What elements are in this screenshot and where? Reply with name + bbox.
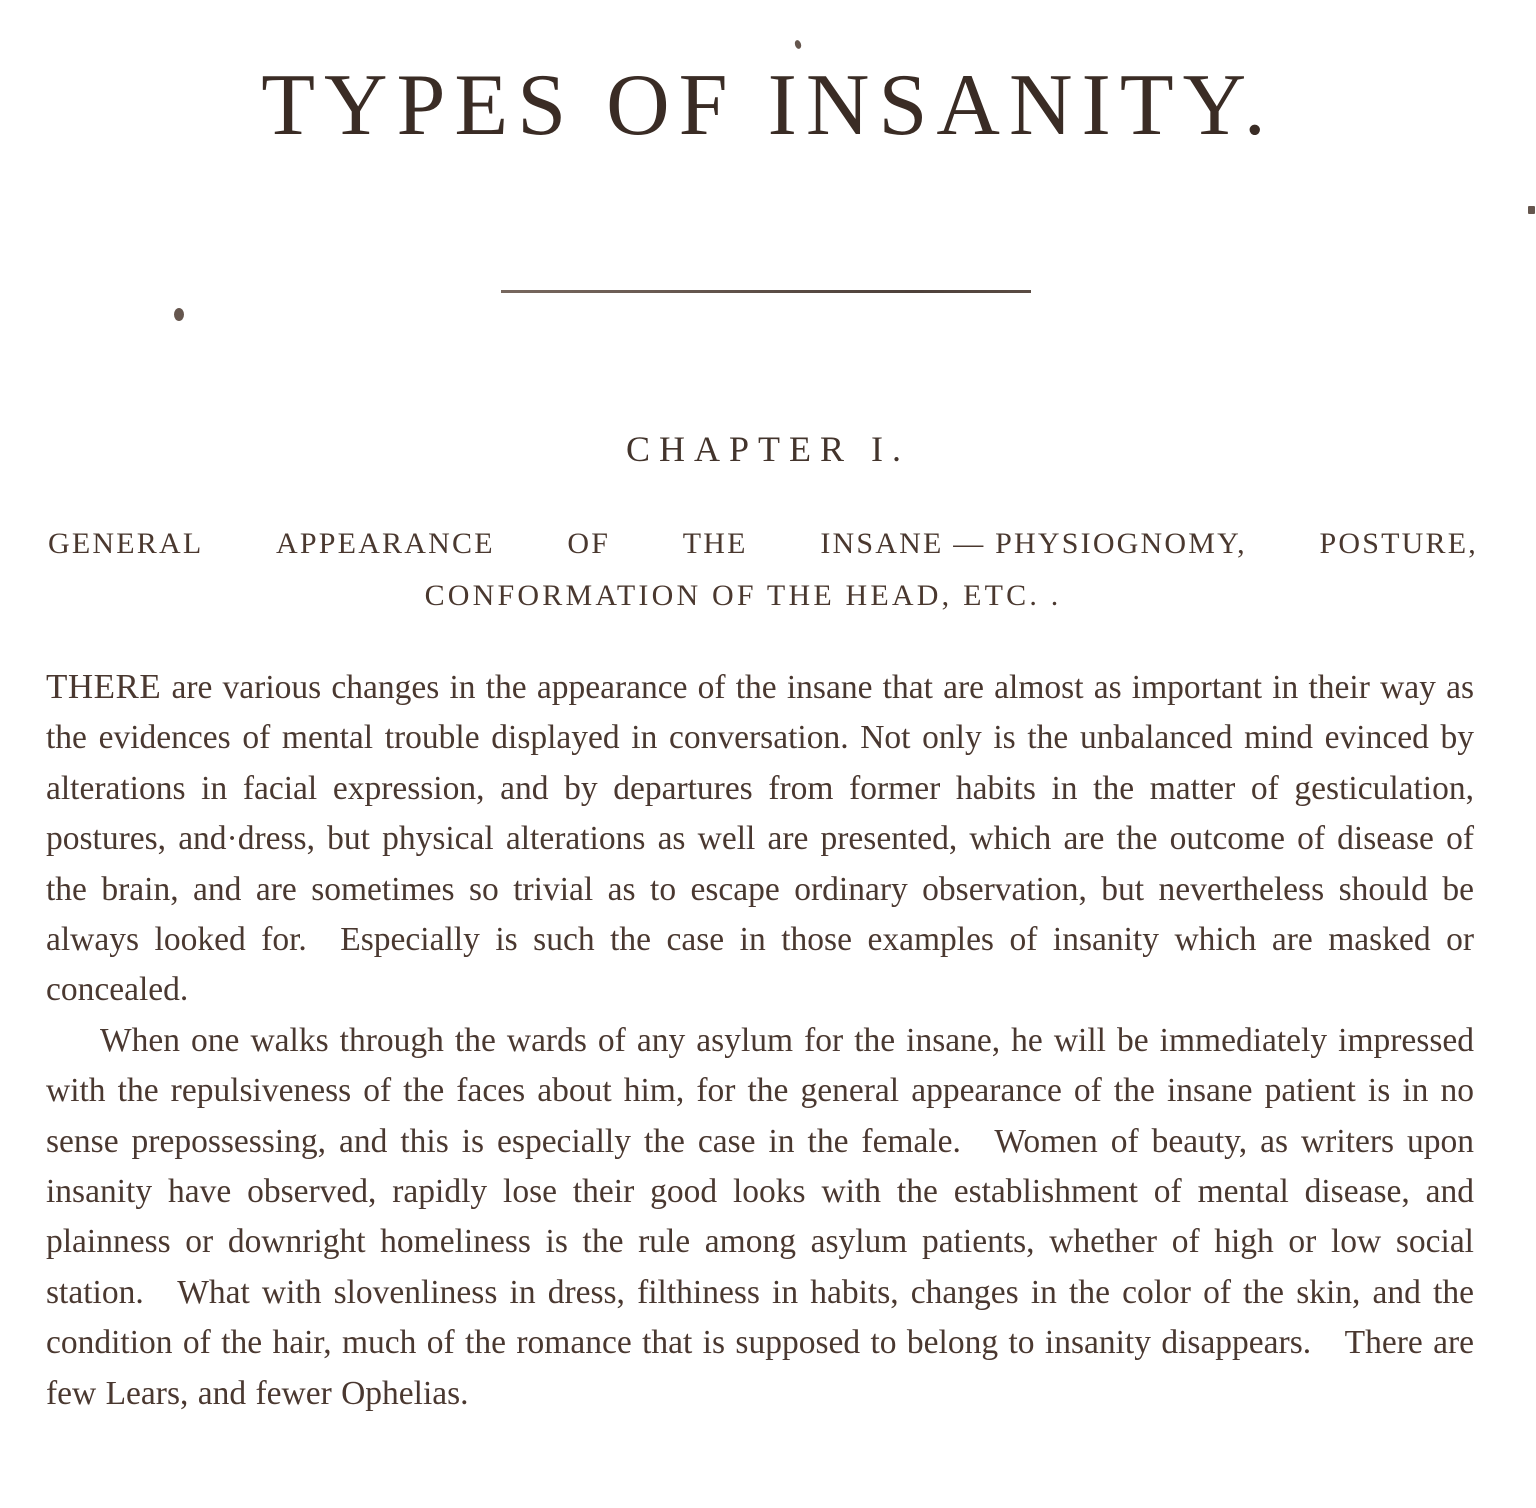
paragraph-1 — [46, 662, 1474, 1016]
subtitle-word-4: THE — [682, 527, 748, 560]
subtitle-word-2: APPEARANCE — [276, 527, 495, 560]
subtitle-word-1: GENERAL — [48, 527, 204, 560]
chapter-label: CHAPTER I. — [625, 429, 910, 469]
chapter-subtitle — [48, 518, 1478, 622]
chapter-subtitle-line-2: CONFORMATION OF THE HEAD, ETC. . — [424, 579, 1062, 612]
chapter-subtitle-line-1 — [48, 518, 1478, 570]
subtitle-word-5: INSANE — PHYSIOGNOMY, — [820, 527, 1247, 560]
ink-speck-top — [794, 39, 802, 49]
paragraph-2 — [46, 1016, 1474, 1419]
body-text — [46, 662, 1474, 1419]
paragraph-1-text: are various changes in the appearance of the insane that are almost as important in their way as the evidences of mental trouble displayed in conversation. Not only is the unbalanced mind evinced by alterations in facial expression, and by departures from former habits in the matter of gesticulation, postures, and·dress, but physical alterations as well are presented, which are the outcome of disease of the brain, and are sometimes so trivial as to escape ordinary observation, but nevertheless should be always looked for. Especially is such the case in those examples of insanity which are masked or concealed. — [46, 669, 1474, 1009]
paragraph-1-opening-smallcaps: THERE — [46, 667, 162, 706]
horizontal-rule — [501, 290, 1031, 293]
page-title: TYPES OF INSANITY. — [261, 57, 1275, 154]
ink-speck-right — [1528, 206, 1535, 214]
subtitle-word-6: POSTURE, — [1319, 527, 1478, 560]
divider — [0, 288, 1536, 296]
ink-speck-left — [174, 308, 184, 321]
paragraph-2-text: When one walks through the wards of any asylum for the insane, he will be immediately impressed with the repulsiveness of the faces about him, for the general appearance of the insane patient is in no sense prepossessing, and this is especially the case in the female. Women of beauty, as writers upon insanity have observed, rapidly lose their good looks with the establishment of mental disease, and plainness or downright homeliness is the rule among asylum patients, whether of high or low social station. What with slovenliness in dress, filthiness in habits, changes in the color of the skin, and the condition of the hair, much of the romance that is supposed to belong to insanity disappears. There are few Lears, and fewer Ophelias. — [46, 1021, 1474, 1412]
subtitle-word-3: OF — [567, 527, 611, 560]
